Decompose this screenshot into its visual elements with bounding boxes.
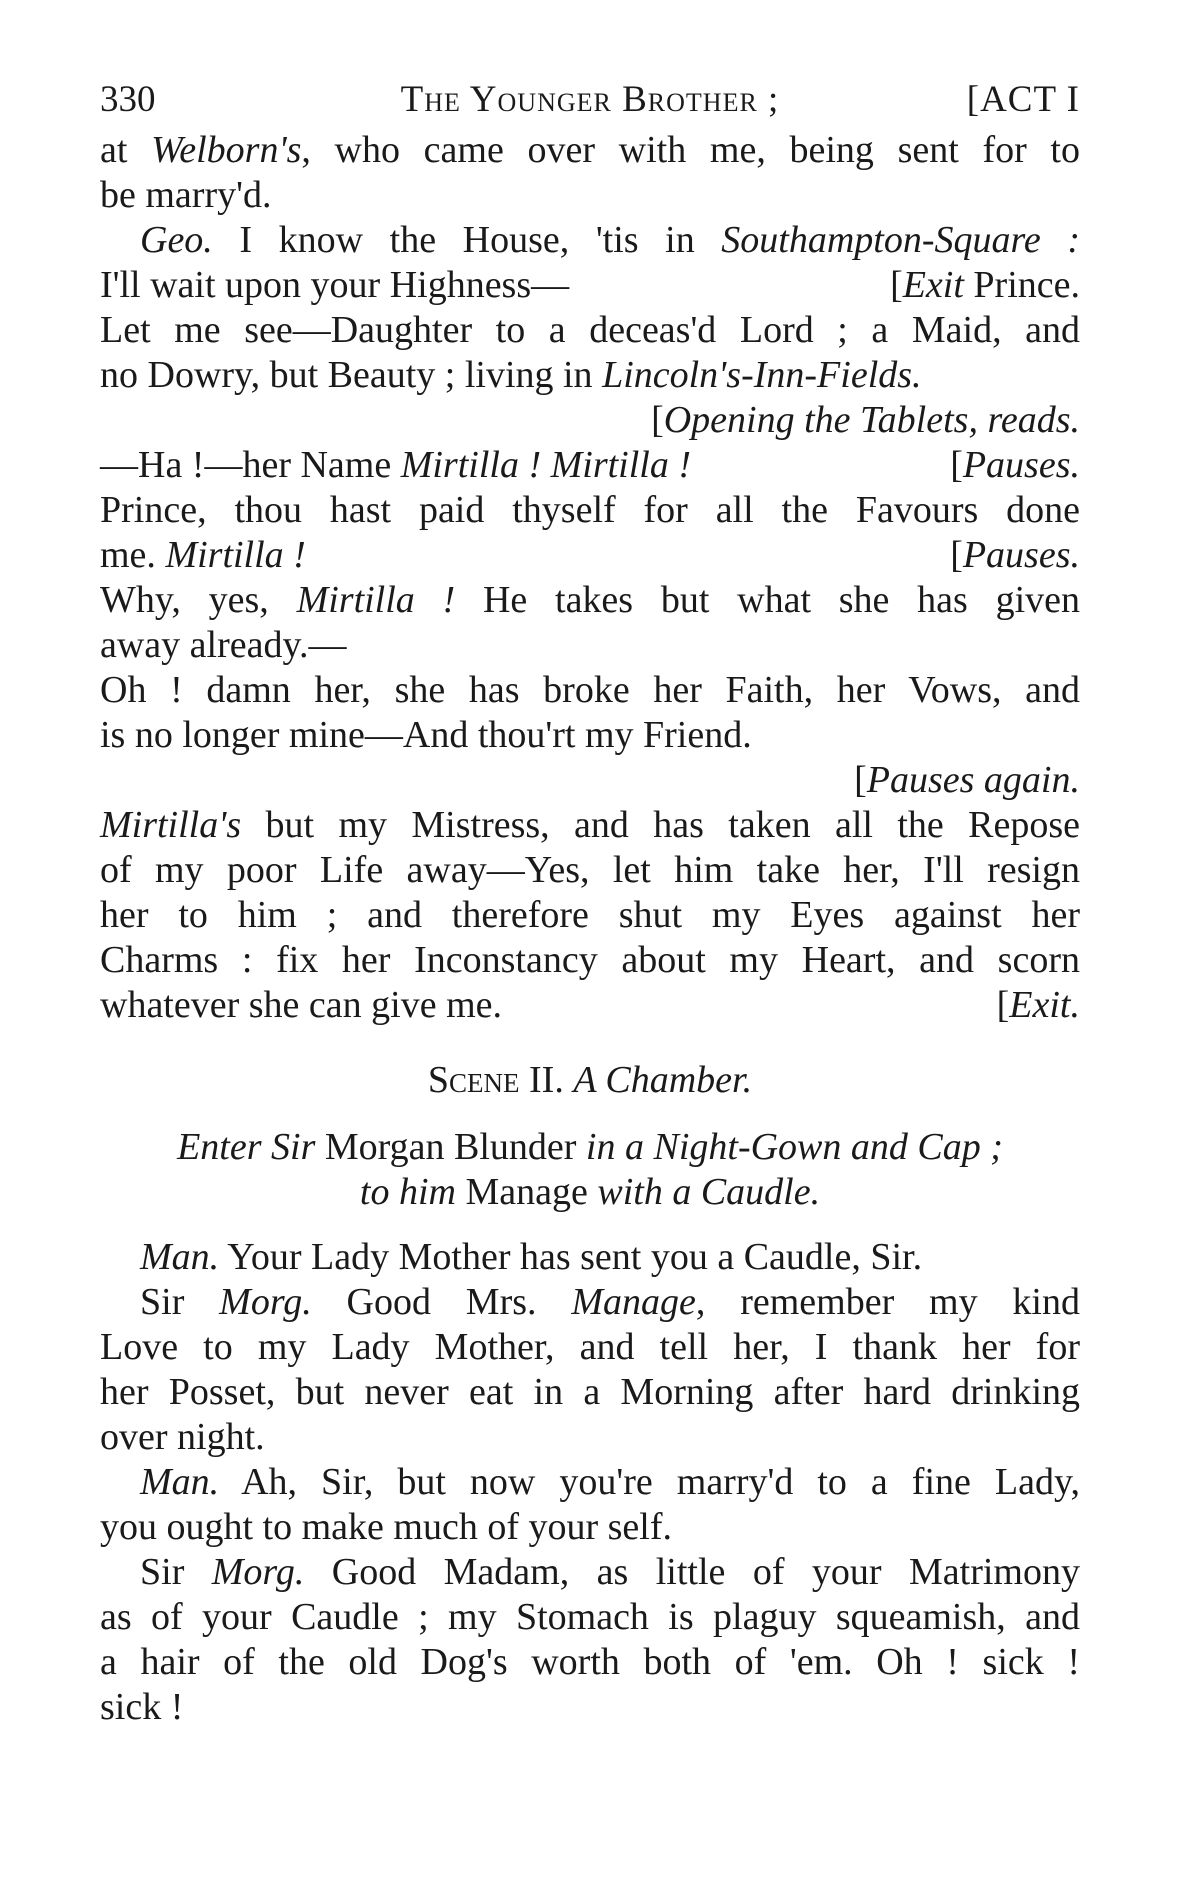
text-line: Oh ! damn her, she has broke her Faith, her Vows, and [100, 669, 1080, 711]
stage-direction: [Opening the Tablets, reads. [651, 399, 1080, 441]
text-line: I'll wait upon your Highness— [Exit Prince. [100, 264, 1080, 306]
text-line: be marry'd. [100, 174, 272, 216]
text-line: Sir Morg. Good Mrs. Manage, remember my kind [140, 1281, 1080, 1323]
stage-direction: [Pauses again. [854, 759, 1080, 801]
text-line: Let me see—Daughter to a deceas'd Lord ; a Maid, and [100, 309, 1080, 351]
text-line: whatever she can give me. [Exit. [100, 984, 1080, 1026]
text-line: her Posset, but never eat in a Morning after hard drinking [100, 1371, 1080, 1413]
running-title: The Younger Brother ; [400, 79, 780, 120]
text-line: as of your Caudle ; my Stomach is plaguy squeamish, and [100, 1596, 1080, 1638]
page-number: 330 [100, 79, 156, 120]
text-line: her to him ; and therefore shut my Eyes against her [100, 894, 1080, 936]
text-line: a hair of the old Dog's worth both of 'em. Oh ! sick ! [100, 1641, 1080, 1683]
text-line: no Dowry, but Beauty ; living in Lincoln's-Inn-Fields. [100, 354, 922, 396]
text-line: Prince, thou hast paid thyself for all the Favours done [100, 489, 1080, 531]
text-line: of my poor Life away—Yes, let him take her, I'll resign [100, 849, 1080, 891]
text-line: —Ha !—her Name Mirtilla ! Mirtilla ! [Pauses. [100, 444, 1080, 486]
act-marker: [ACT I [966, 79, 1080, 120]
text-line: me. Mirtilla ! [Pauses. [100, 534, 1080, 576]
text-line: Geo. I know the House, 'tis in Southampton-Square : [140, 219, 1080, 261]
stage-direction: to him Manage with a Caudle. [359, 1171, 821, 1213]
text-line: away already.— [100, 624, 347, 666]
scene-heading: Scene II. A Chamber. [427, 1059, 753, 1101]
text-line: Love to my Lady Mother, and tell her, I thank her for [100, 1326, 1080, 1368]
running-header [100, 78, 1080, 128]
text-line: is no longer mine—And thou'rt my Friend. [100, 714, 752, 756]
text-line: over night. [100, 1416, 265, 1458]
text-line: at Welborn's, who came over with me, being sent for to [100, 129, 1080, 171]
text-line: you ought to make much of your self. [100, 1506, 673, 1548]
text-line: Charms : fix her Inconstancy about my Heart, and scorn [100, 939, 1080, 981]
text-line: Why, yes, Mirtilla ! He takes but what she has given [100, 579, 1080, 621]
stage-direction: Enter Sir Morgan Blunder in a Night-Gown and Cap ; [177, 1126, 1003, 1168]
text-line: Sir Morg. Good Madam, as little of your Matrimony [140, 1551, 1080, 1593]
text-line: sick ! [100, 1686, 184, 1728]
play-text [100, 128, 1080, 1730]
text-line: Mirtilla's but my Mistress, and has taken all the Repose [100, 804, 1080, 846]
text-line: Man. Your Lady Mother has sent you a Caudle, Sir. [140, 1236, 923, 1278]
text-line: Man. Ah, Sir, but now you're marry'd to a fine Lady, [140, 1461, 1080, 1503]
book-page [100, 78, 1080, 1730]
